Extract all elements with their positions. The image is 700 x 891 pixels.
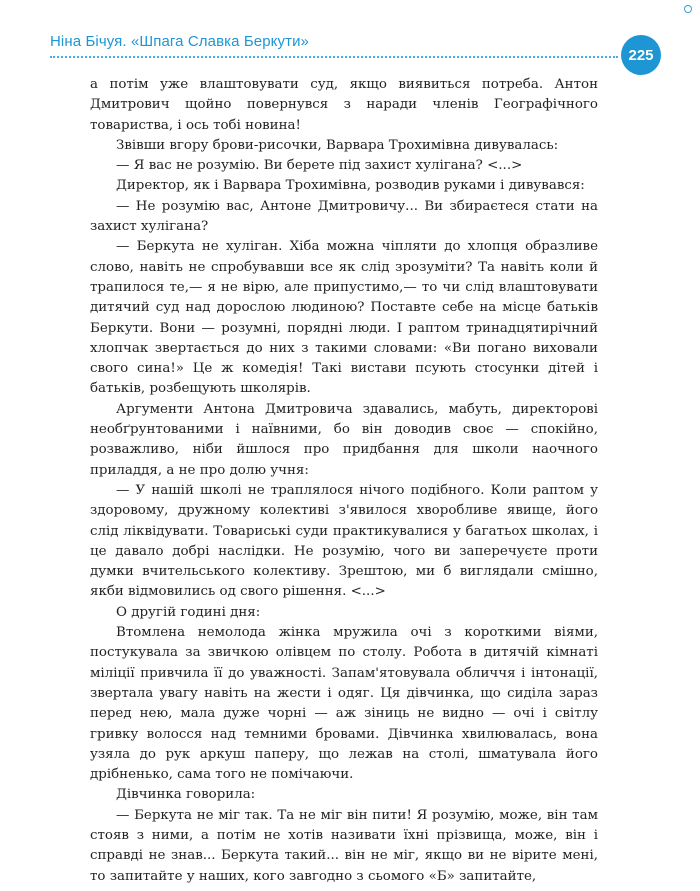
paragraph: — Беркута не міг так. Та не міг він пити! Я розумію, може, він там стояв з ними, а потім не хотів називати їхні прізвища, може, він і справді не знав... Беркута такий... він не міг, якщо ви не вірите мені, то запитайте у наших, кого завгодно з сьомого «Б» запитайте, bbox=[90, 807, 598, 884]
paragraph: — Я вас не розумію. Ви берете під захист хулігана? <...> bbox=[116, 158, 523, 174]
paragraph: а потім уже влаштовувати суд, якщо виявиться потреба. Антон Дмитрович щойно повернувся з наради членів Географічного товариства, і ось тобі новина! bbox=[90, 77, 598, 133]
text-body bbox=[90, 75, 598, 887]
paragraph: Дівчинка говорила: bbox=[116, 787, 256, 803]
paragraph: — У нашій школі не траплялося нічого подібного. Коли раптом у здоровому, дружному колективі з'явилося хворобливе явище, його слід ліквідувати. Товариські суди практикувалися у багатьох школах, і це давало добрі наслідки. Не розумію, чого ви заперечуєте проти думки вчительського колективу. Зрештою, ми б виглядали смішно, якби відмовились од свого рішення. <...> bbox=[90, 482, 598, 600]
paragraph: Директор, як і Варвара Трохимівна, розводив руками і дивувався: bbox=[116, 178, 585, 194]
paragraph: — Не розумію вас, Антоне Дмитровичу... Ви збираєтеся стати на захист хулігана? bbox=[90, 198, 598, 235]
running-header-title: Ніна Бічуя. «Шпага Славка Беркути» bbox=[50, 33, 309, 50]
paragraph: Звівши вгору брови-рисочки, Варвара Трохимівна дивувалась: bbox=[116, 137, 559, 153]
header-dotted-rule bbox=[50, 56, 618, 58]
publisher-logo-icon bbox=[684, 5, 692, 13]
paragraph: О другій годині дня: bbox=[116, 604, 261, 620]
page-number-badge: 225 bbox=[621, 35, 661, 75]
corner-logo bbox=[684, 5, 692, 13]
paragraph: — Беркута не хуліган. Хіба можна чіпляти до хлопця образливе слово, навіть не спробувавши все як слід зрозуміти? Та навіть коли й трапилося те,— я не вірю, але припустимо,— то чи слід влаштовувати дитячий суд над дорослою людиною? Поставте себе на місце батьків Беркути. Вони — розумні, порядні люди. І раптом тринадцятирічний хлопчак звертається до них з такими словами: «Ви погано виховали свого сина!» Це ж комедія! Такі вистави псують стосунки дітей і батьків, розбещують школярів. bbox=[90, 239, 598, 397]
paragraph: Втомлена немолода жінка мружила очі з короткими віями, постукувала за звичкою олівцем по столу. Робота в дитячій кімнаті міліції привчила її до уважності. Запам'ятовувала обличчя і інтонації, звертала увагу навіть на жести і одяг. Ця дівчинка, що сиділа зараз перед нею, мала дуже чорні — аж зіниць не видно — очі і світлу гривку волосся над темними бровами. Дівчинка хвилювалась, вона узяла до рук аркуш паперу, що лежав на столі, шматувала його дрібненько, сама того не помічаючи. bbox=[90, 625, 598, 783]
paragraph: Аргументи Антона Дмитровича здавались, мабуть, директорові необґрунтованими і наївними, бо він доводив своє — спокійно, розважливо, ніби йшлося про придбання для школи наочного приладдя, а не про долю учня: bbox=[90, 401, 598, 478]
